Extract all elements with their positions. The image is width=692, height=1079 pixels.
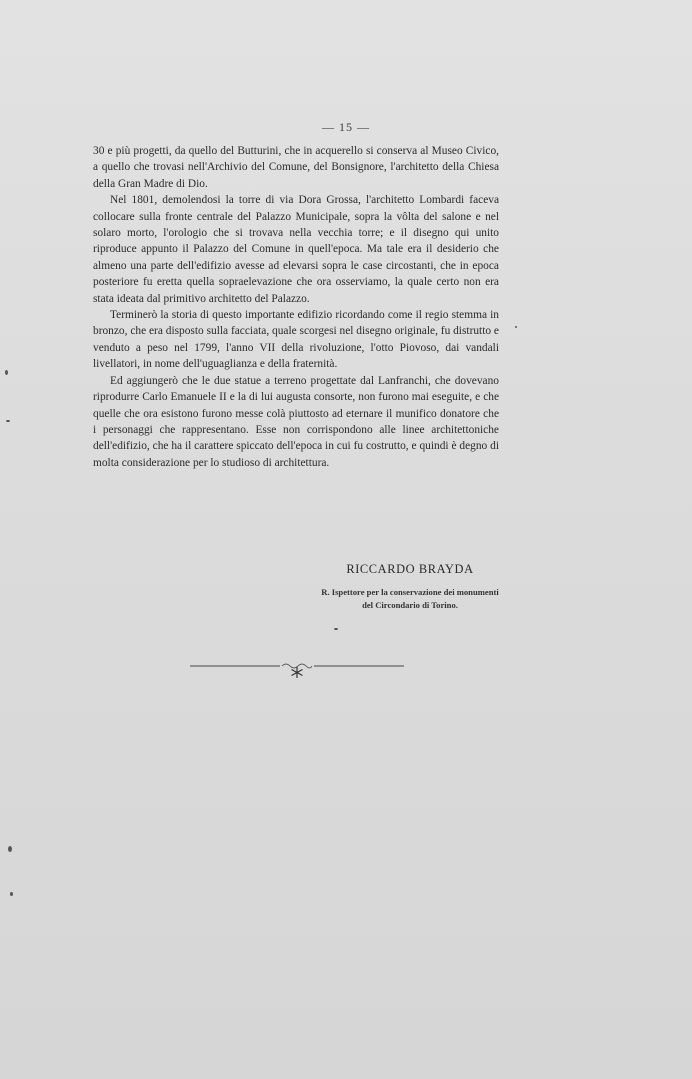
paper-speck xyxy=(6,420,10,422)
paragraph-4: Ed aggiungerò che le due statue a terreno progettate dal Lanfranchi, che dovevano riprodurre Carlo Emanuele II e la di lui augusta consorte, non furono mai eseguite, e che quelle che ora esistono furono messe colà piuttosto ad eternare il munifico donatore che i personaggi che rappresentano. Esse non corrispondono alle linee architettoniche dell'edifizio, che ha il carattere spiccato dell'epoca in cui fu costrutto, e quindi è degno di molta considerazione per lo studioso di architettura. xyxy=(93,374,499,469)
paragraph-3: Terminerò la storia di questo importante edifizio ricordando come il regio stemma in bronzo, che era disposto sulla facciata, quale scorgesi nel disegno originale, fu distrutto e venduto a peso nel 1799, l'anno VII della rivoluzione, l'otto Piovoso, dai vandali livellatori, in nome dell'uguaglianza e della fraternità. xyxy=(93,309,499,371)
signature-block xyxy=(240,562,580,612)
paper-speck xyxy=(8,846,12,852)
asterisk-rule-ornament-icon xyxy=(190,656,404,680)
page-number: — 15 — xyxy=(322,120,370,134)
paper-speck xyxy=(334,628,338,630)
author-title-line-2: del Circondario di Torino. xyxy=(362,600,458,610)
paper-speck xyxy=(10,892,13,896)
paragraph-2: Nel 1801, demolendosi la torre di via Dora Grossa, l'architetto Lombardi faceva collocare sulla fronte centrale del Palazzo Municipale, sopra la vôlta del salone e nel solaro morto, l'orologio che si trovava nella vecchia torre; e il disegno qui unito riproduce appunto il Palazzo del Comune in quell'epoca. Ma tale era il desiderio che almeno una parte dell'edifizio avesse ad elevarsi sopra le case circostanti, che in epoca posteriore fu eretta quella sopraelevazione che ora osserviamo, la quale certo non era stata ideata dal primitivo architetto del Palazzo. xyxy=(93,194,499,305)
author-title-line-1: R. Ispettore per la conservazione dei monumenti xyxy=(321,587,499,597)
author-title xyxy=(240,586,580,612)
author-name: RICCARDO BRAYDA xyxy=(346,562,474,576)
paper-speck xyxy=(5,370,8,375)
paper-speck xyxy=(515,326,517,328)
paragraph-1: 30 e più progetti, da quello del Butturini, che in acquerello si conserva al Museo Civico, a quello che trovasi nell'Archivio del Comune, del Bonsignore, l'architetto della Chiesa della Gran Madre di Dio. xyxy=(93,145,499,190)
body-text xyxy=(93,143,499,471)
